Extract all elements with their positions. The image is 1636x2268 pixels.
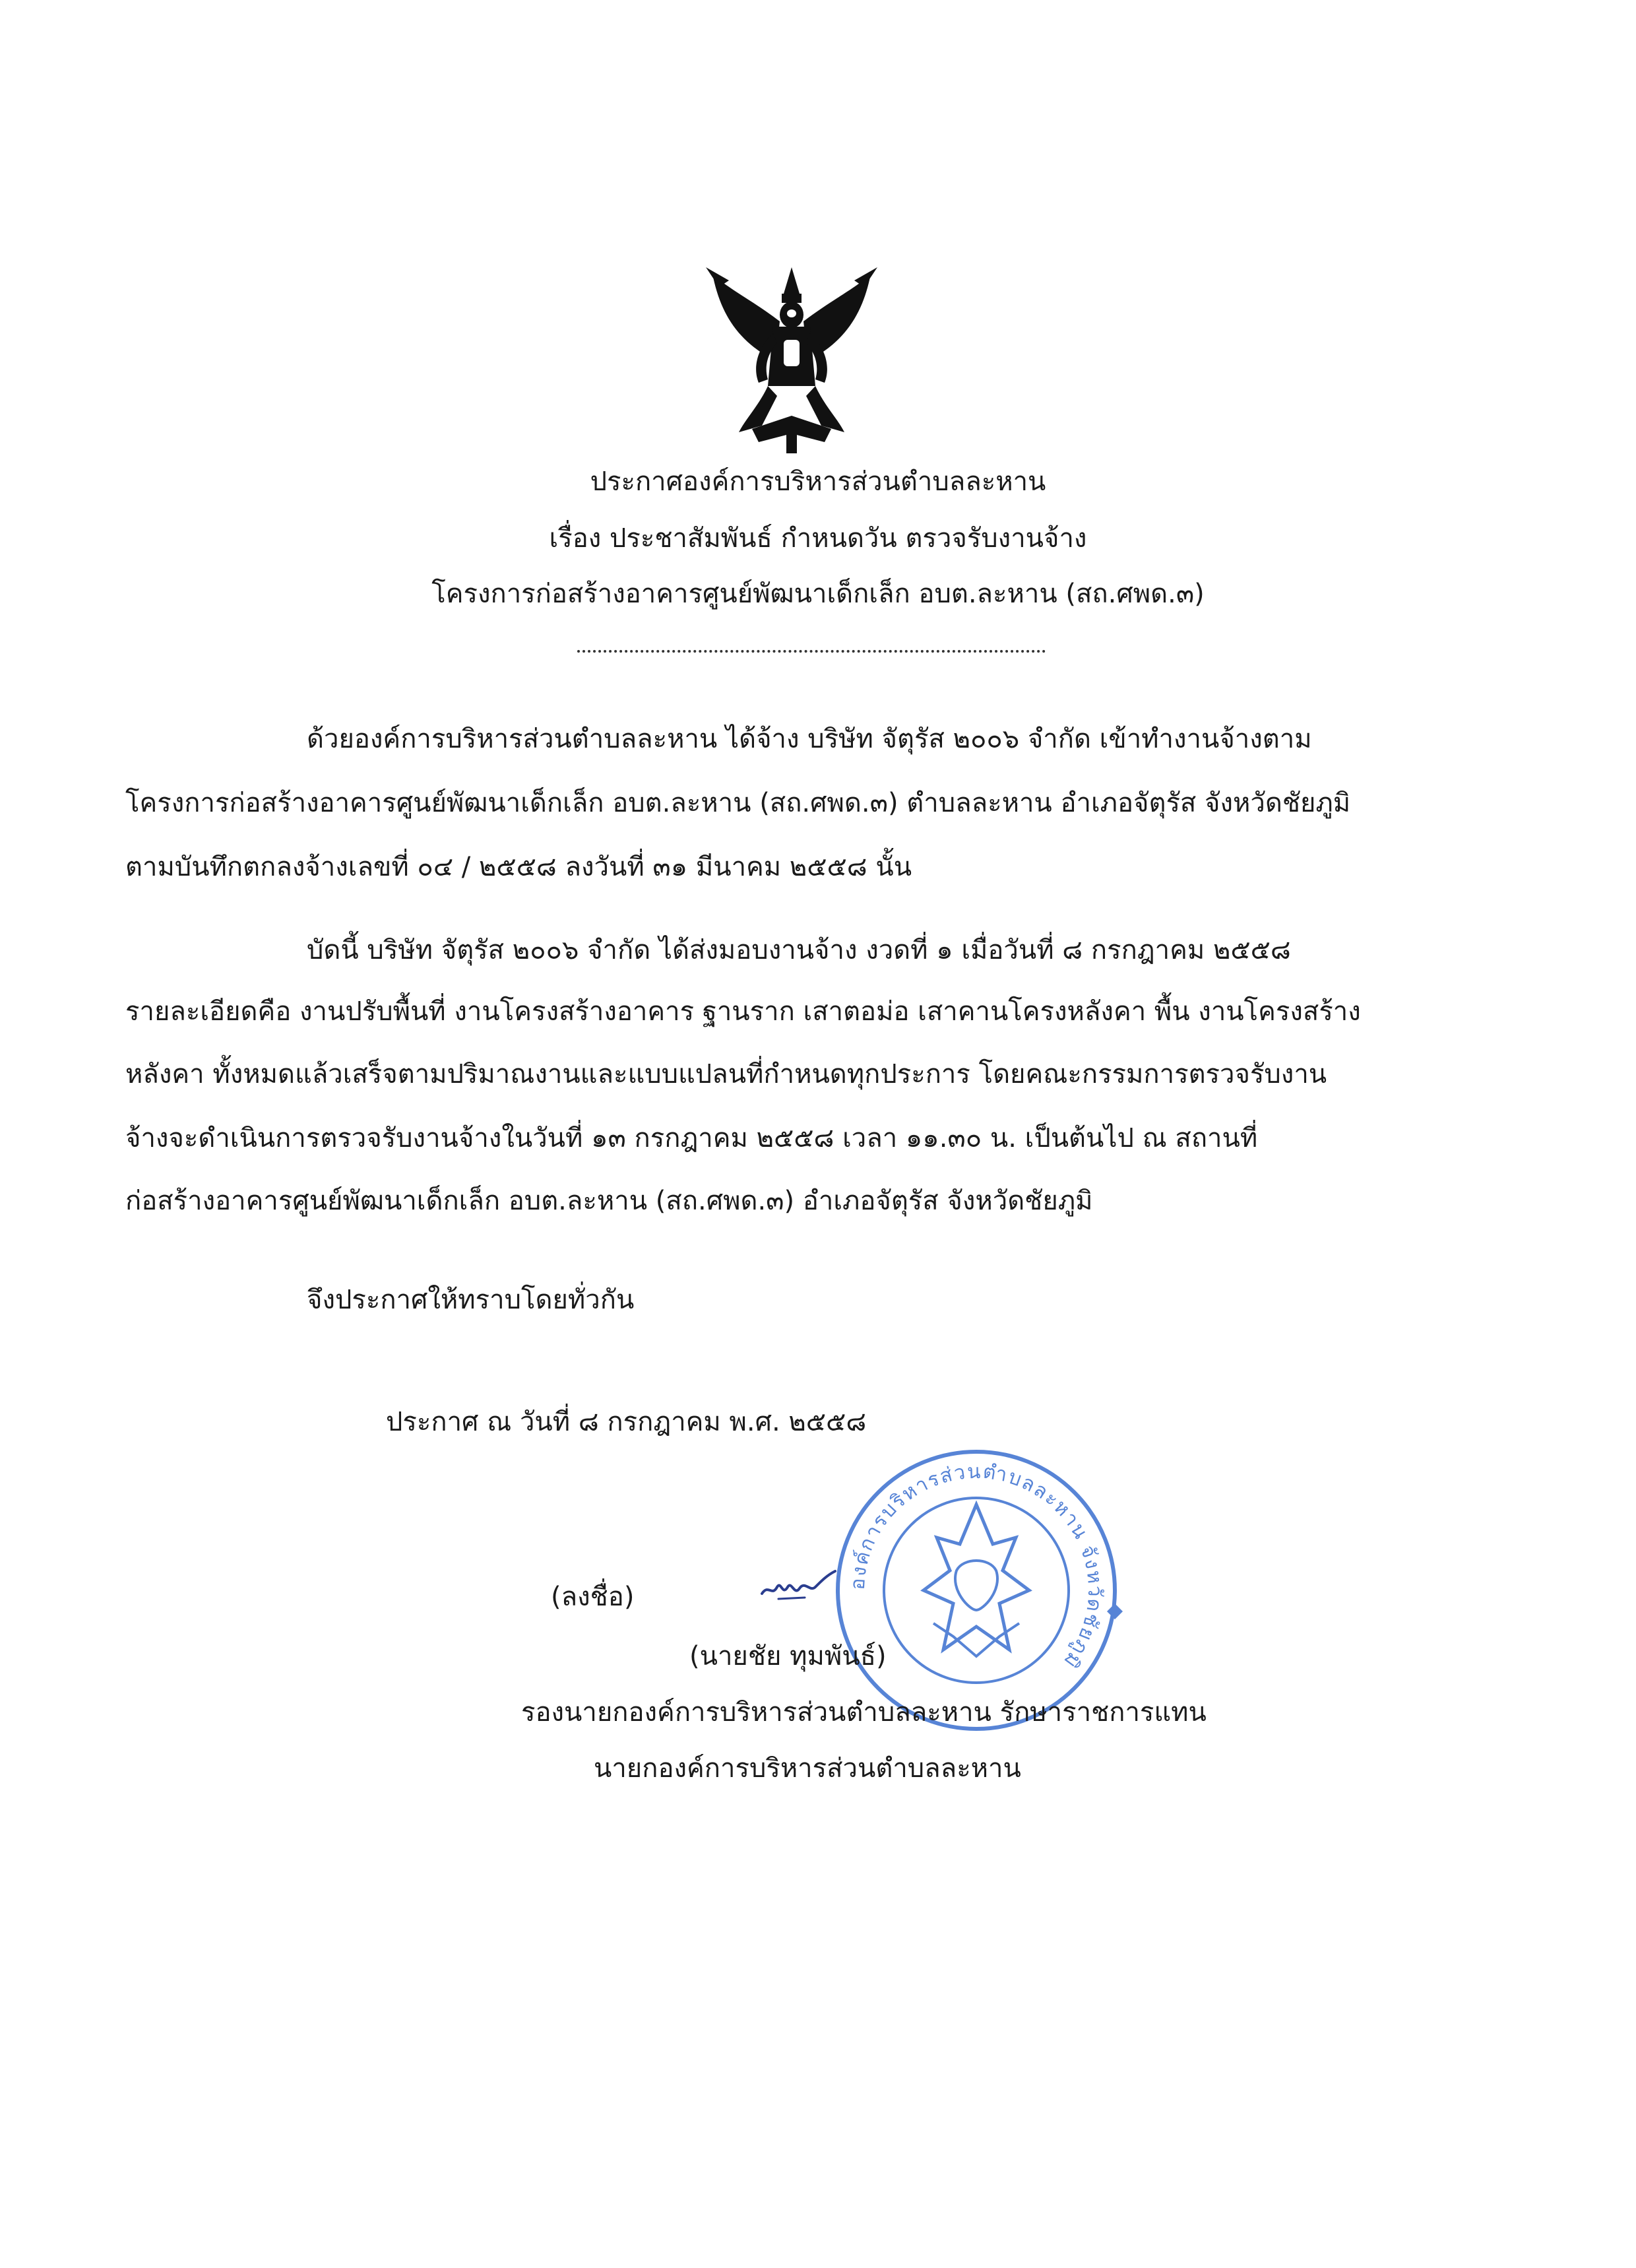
dotted-divider: [577, 650, 1046, 653]
date-line: ประกาศ ณ วันที่ ๘ กรกฎาคม พ.ศ. ๒๕๕๘: [386, 1407, 867, 1437]
para2-line3: หลังคา ทั้งหมดแล้วเสร็จตามปริมาณงานและแบบแปลนที่กำหนดทุกประการ โดยคณะกรรมการตรวจรับงาน: [125, 1059, 1327, 1089]
garuda-emblem-icon: [699, 261, 884, 459]
signatory-position: รองนายกองค์การบริหารส่วนตำบลละหาน รักษาราชการแทน: [521, 1697, 1207, 1728]
handwritten-signature-icon: [759, 1567, 838, 1607]
para2-line2: รายละเอียดคือ งานปรับพื้นที่ งานโครงสร้างอาคาร ฐานราก เสาตอม่อ เสาคานโครงหลังคา พื้น งานโครงสร้าง: [125, 996, 1361, 1027]
signatory-name: (นายชัย ทุมพันธ์): [689, 1641, 887, 1671]
project-line: โครงการก่อสร้างอาคารศูนย์พัฒนาเด็กเล็ก อบต.ละหาน (สถ.ศพด.๓): [431, 579, 1205, 609]
announcement-title: ประกาศองค์การบริหารส่วนตำบลละหาน: [590, 467, 1046, 497]
seal-text: องค์การบริหารส่วนตำบลละหาน จังหวัดชัยภูมิ: [846, 1460, 1107, 1673]
sign-label: (ลงชื่อ): [551, 1582, 635, 1612]
signatory-position-sub: นายกองค์การบริหารส่วนตำบลละหาน: [594, 1753, 1021, 1784]
closing-line: จึงประกาศให้ทราบโดยทั่วกัน: [307, 1285, 635, 1315]
para1-line1: ด้วยองค์การบริหารส่วนตำบลละหาน ได้จ้าง บริษัท จัตุรัส ๒๐๐๖ จำกัด เข้าทำงานจ้างตาม: [307, 724, 1312, 754]
para1-line3: ตามบันทึกตกลงจ้างเลขที่ ๐๔ / ๒๕๕๘ ลงวันที่ ๓๑ มีนาคม ๒๕๕๘ นั้น: [125, 852, 912, 882]
subject-line: เรื่อง ประชาสัมพันธ์ กำหนดวัน ตรวจรับงานจ้าง: [549, 523, 1087, 554]
para1-line2: โครงการก่อสร้างอาคารศูนย์พัฒนาเด็กเล็ก อบต.ละหาน (สถ.ศพด.๓) ตำบลละหาน อำเภอจัตุรัส จังหวัดชัยภูมิ: [125, 788, 1351, 818]
para2-line5: ก่อสร้างอาคารศูนย์พัฒนาเด็กเล็ก อบต.ละหาน (สถ.ศพด.๓) อำเภอจัตุรัส จังหวัดชัยภูมิ: [125, 1186, 1093, 1216]
para2-line1: บัดนี้ บริษัท จัตุรัส ๒๐๐๖ จำกัด ได้ส่งมอบงานจ้าง งวดที่ ๑ เมื่อวันที่ ๘ กรกฎาคม ๒๕๕๘: [307, 935, 1291, 965]
para2-line4: จ้างจะดำเนินการตรวจรับงานจ้างในวันที่ ๑๓ กรกฎาคม ๒๕๕๘ เวลา ๑๑.๓๐ น. เป็นต้นไป ณ สถานที่: [125, 1123, 1258, 1153]
